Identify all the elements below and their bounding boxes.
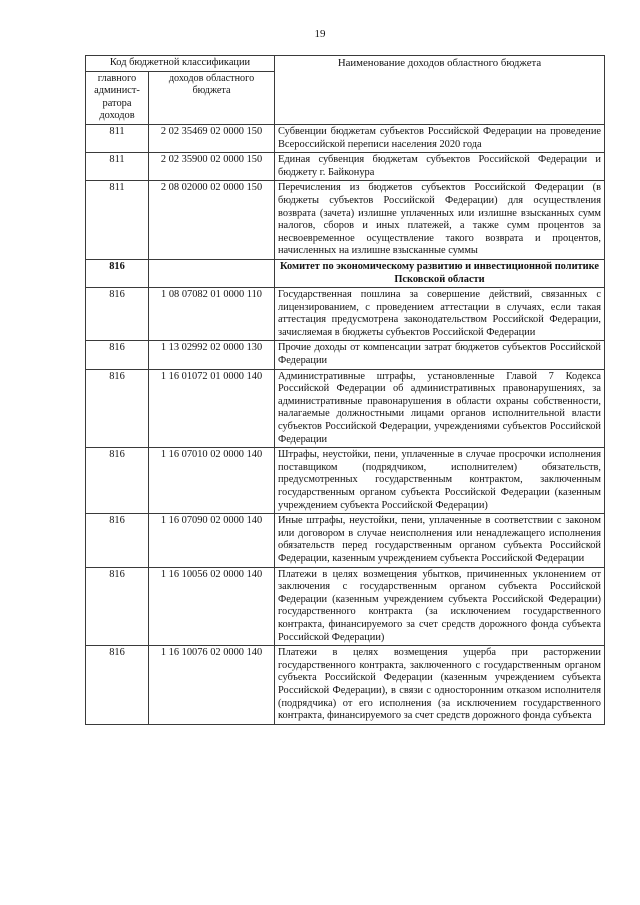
admin-code-cell: 816 [86, 369, 149, 448]
table-row [86, 514, 605, 567]
revenue-name-cell: Перечисления из бюджетов субъектов Российской Федерации (в бюджеты субъектов Российской Федерации) для осуществления возврата (зачета) излишне уплаченных или излишне взысканных сумм налогов, сборов и иных платежей, а также сумм процентов за несвоевременное осуществление такого возврата и процентов, начисленных на излишне взысканные суммы [275, 181, 605, 260]
table-row [86, 124, 605, 152]
revenue-code-cell: 1 16 07010 02 0000 140 [149, 448, 275, 514]
revenue-code-cell: 1 16 07090 02 0000 140 [149, 514, 275, 567]
admin-code-cell: 816 [86, 341, 149, 369]
classification-code-header: Код бюджетной классификации [86, 56, 275, 72]
admin-code-cell: 816 [86, 288, 149, 341]
revenue-code-cell [149, 259, 275, 287]
table-row [86, 288, 605, 341]
page-number: 19 [314, 28, 326, 40]
admin-code-cell: 816 [86, 646, 149, 725]
admin-code-cell: 811 [86, 181, 149, 260]
revenue-code-cell: 2 02 35469 02 0000 150 [149, 124, 275, 152]
committee-heading-row [86, 259, 605, 287]
revenue-code-cell: 1 16 01072 01 0000 140 [149, 369, 275, 448]
revenue-name-cell: Государственная пошлина за совершение действий, связанных с лицензированием, с проведением аттестации в случаях, если такая аттестация предусмотрена законодательством Российской Федерации, зачисляемая в бюджеты субъектов Российской Федерации [275, 288, 605, 341]
table-header-row [86, 56, 605, 72]
revenue-name-cell: Единая субвенция бюджетам субъектов Российской Федерации и бюджету г. Байконура [275, 153, 605, 181]
table-row [86, 448, 605, 514]
revenue-name-cell: Платежи в целях возмещения убытков, причиненных уклонением от заключения с государственным органом субъекта Российской Федерации (казенным учреждением субъекта Российской Федерации) государственного контракта (за исключением государственного контракта, финансируемого за счет средств дорожного фонда субъекта Российской Федерации) [275, 567, 605, 646]
revenue-code-cell: 1 08 07082 01 0000 110 [149, 288, 275, 341]
table-row [86, 153, 605, 181]
table-row [86, 567, 605, 646]
revenue-code-column-header: доходов областного бюджета [149, 71, 275, 124]
revenue-name-cell: Платежи в целях возмещения ущерба при расторжении государственного контракта, заключенного с государственным органом субъекта Российской Федерации (казенным учреждением субъекта Российской Федерации), в связи с односторонним отказом исполнителя (подрядчика) от его исполнения (за исключением государственного контракта, финансируемого за счет средств дорожного фонда субъекта [275, 646, 605, 725]
admin-code-cell: 816 [86, 448, 149, 514]
admin-code-cell: 816 [86, 259, 149, 287]
admin-column-header: главного админист-ратора доходов [86, 71, 149, 124]
table-row [86, 341, 605, 369]
revenue-name-cell: Иные штрафы, неустойки, пени, уплаченные в соответствии с законом или договором в случае неисполнения или ненадлежащего исполнения обязательств перед государственным органом субъекта Российской Федерации, казенным учреждением субъекта Российской Федерации [275, 514, 605, 567]
revenue-code-cell: 1 13 02992 02 0000 130 [149, 341, 275, 369]
revenue-name-cell: Штрафы, неустойки, пени, уплаченные в случае просрочки исполнения поставщиком (подрядчиком, исполнителем) обязательств, предусмотренных государственным контрактом, заключенным государственным органом субъекта Российской Федерации (казенным учреждением субъекта Российской Федерации) [275, 448, 605, 514]
revenue-name-cell: Прочие доходы от компенсации затрат бюджетов субъектов Российской Федерации [275, 341, 605, 369]
admin-code-cell: 811 [86, 153, 149, 181]
table-row [86, 181, 605, 260]
revenue-code-cell: 1 16 10076 02 0000 140 [149, 646, 275, 725]
committee-name-cell: Комитет по экономическому развитию и инвестиционной политике Псковской области [275, 259, 605, 287]
revenue-name-cell: Административные штрафы, установленные Главой 7 Кодекса Российской Федерации об административных правонарушениях, за административные правонарушения в области охраны собственности, налагаемые должностными лицами органов исполнительной власти субъектов Российской Федерации, учреждениями субъектов Российской Федерации [275, 369, 605, 448]
revenue-code-cell: 2 02 35900 02 0000 150 [149, 153, 275, 181]
admin-code-cell: 816 [86, 514, 149, 567]
admin-code-cell: 811 [86, 124, 149, 152]
table-row [86, 369, 605, 448]
revenue-name-header: Наименование доходов областного бюджета [275, 56, 605, 125]
admin-code-cell: 816 [86, 567, 149, 646]
budget-classification-table [85, 55, 605, 725]
revenue-code-cell: 2 08 02000 02 0000 150 [149, 181, 275, 260]
table-row [86, 646, 605, 725]
revenue-code-cell: 1 16 10056 02 0000 140 [149, 567, 275, 646]
revenue-name-cell: Субвенции бюджетам субъектов Российской Федерации на проведение Всероссийской переписи населения 2020 года [275, 124, 605, 152]
